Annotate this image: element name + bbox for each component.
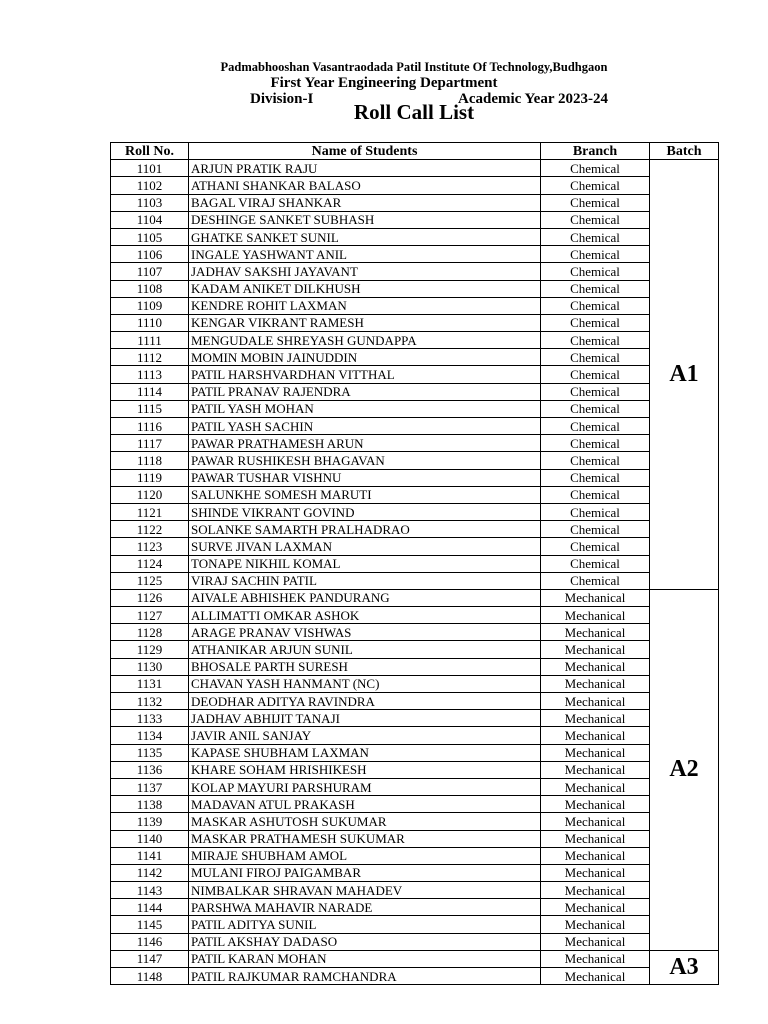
table-row xyxy=(111,469,719,486)
cell-name: INGALE YASHWANT ANIL xyxy=(189,246,541,263)
column-header-batch: Batch xyxy=(650,143,719,160)
cell-roll: 1108 xyxy=(111,280,189,297)
cell-name: PAWAR RUSHIKESH BHAGAVAN xyxy=(189,452,541,469)
cell-roll: 1130 xyxy=(111,658,189,675)
cell-roll: 1138 xyxy=(111,796,189,813)
column-header-name: Name of Students xyxy=(189,143,541,160)
cell-branch: Chemical xyxy=(541,160,650,177)
cell-branch: Mechanical xyxy=(541,589,650,606)
cell-name: PATIL ADITYA SUNIL xyxy=(189,916,541,933)
batch-label: A3 xyxy=(650,950,719,984)
cell-roll: 1105 xyxy=(111,228,189,245)
table-row xyxy=(111,675,719,692)
cell-name: SOLANKE SAMARTH PRALHADRAO xyxy=(189,521,541,538)
table-row xyxy=(111,950,719,967)
cell-name: JADHAV SAKSHI JAYAVANT xyxy=(189,263,541,280)
table-row xyxy=(111,693,719,710)
cell-roll: 1131 xyxy=(111,675,189,692)
cell-roll: 1104 xyxy=(111,211,189,228)
table-row xyxy=(111,160,719,177)
cell-branch: Mechanical xyxy=(541,675,650,692)
cell-name: ATHANIKAR ARJUN SUNIL xyxy=(189,641,541,658)
cell-roll: 1114 xyxy=(111,383,189,400)
cell-roll: 1113 xyxy=(111,366,189,383)
cell-name: MIRAJE SHUBHAM AMOL xyxy=(189,847,541,864)
cell-roll: 1140 xyxy=(111,830,189,847)
table-row xyxy=(111,177,719,194)
cell-name: DESHINGE SANKET SUBHASH xyxy=(189,211,541,228)
cell-branch: Mechanical xyxy=(541,796,650,813)
cell-roll: 1124 xyxy=(111,555,189,572)
cell-branch: Chemical xyxy=(541,555,650,572)
cell-roll: 1123 xyxy=(111,538,189,555)
table-row xyxy=(111,194,719,211)
batch-label: A1 xyxy=(650,160,719,590)
table-row xyxy=(111,280,719,297)
cell-branch: Mechanical xyxy=(541,727,650,744)
academic-year-label: Academic Year 2023-24 xyxy=(458,91,608,107)
table-row xyxy=(111,847,719,864)
table-row xyxy=(111,933,719,950)
table-row xyxy=(111,263,719,280)
cell-branch: Chemical xyxy=(541,246,650,263)
cell-branch: Chemical xyxy=(541,452,650,469)
table-row xyxy=(111,452,719,469)
cell-roll: 1106 xyxy=(111,246,189,263)
cell-name: PATIL YASH SACHIN xyxy=(189,418,541,435)
cell-roll: 1144 xyxy=(111,899,189,916)
cell-roll: 1116 xyxy=(111,418,189,435)
cell-roll: 1101 xyxy=(111,160,189,177)
cell-name: AIVALE ABHISHEK PANDURANG xyxy=(189,589,541,606)
cell-name: KADAM ANIKET DILKHUSH xyxy=(189,280,541,297)
cell-branch: Mechanical xyxy=(541,864,650,881)
cell-name: VIRAJ SACHIN PATIL xyxy=(189,572,541,589)
cell-roll: 1141 xyxy=(111,847,189,864)
table-row xyxy=(111,366,719,383)
cell-branch: Mechanical xyxy=(541,761,650,778)
cell-roll: 1102 xyxy=(111,177,189,194)
table-header-row xyxy=(111,143,719,160)
cell-branch: Chemical xyxy=(541,572,650,589)
cell-roll: 1109 xyxy=(111,297,189,314)
table-row xyxy=(111,211,719,228)
cell-branch: Chemical xyxy=(541,194,650,211)
cell-name: KOLAP MAYURI PARSHURAM xyxy=(189,778,541,795)
cell-name: TONAPE NIKHIL KOMAL xyxy=(189,555,541,572)
table-row xyxy=(111,228,719,245)
cell-name: BAGAL VIRAJ SHANKAR xyxy=(189,194,541,211)
table-row xyxy=(111,813,719,830)
column-header-roll-no: Roll No. xyxy=(111,143,189,160)
table-row xyxy=(111,349,719,366)
cell-branch: Mechanical xyxy=(541,778,650,795)
cell-name: MENGUDALE SHREYASH GUNDAPPA xyxy=(189,332,541,349)
cell-name: PAWAR PRATHAMESH ARUN xyxy=(189,435,541,452)
cell-roll: 1135 xyxy=(111,744,189,761)
cell-name: KENDRE ROHIT LAXMAN xyxy=(189,297,541,314)
cell-branch: Chemical xyxy=(541,503,650,520)
table-row xyxy=(111,555,719,572)
cell-name: NIMBALKAR SHRAVAN MAHADEV xyxy=(189,882,541,899)
cell-name: PATIL RAJKUMAR RAMCHANDRA xyxy=(189,968,541,985)
cell-name: PATIL PRANAV RAJENDRA xyxy=(189,383,541,400)
table-row xyxy=(111,916,719,933)
cell-branch: Chemical xyxy=(541,366,650,383)
batch-label: A2 xyxy=(650,589,719,950)
cell-roll: 1107 xyxy=(111,263,189,280)
cell-roll: 1127 xyxy=(111,607,189,624)
table-row xyxy=(111,521,719,538)
cell-branch: Mechanical xyxy=(541,830,650,847)
cell-roll: 1129 xyxy=(111,641,189,658)
cell-branch: Chemical xyxy=(541,314,650,331)
cell-name: MULANI FIROJ PAIGAMBAR xyxy=(189,864,541,881)
cell-name: KAPASE SHUBHAM LAXMAN xyxy=(189,744,541,761)
cell-roll: 1137 xyxy=(111,778,189,795)
cell-name: PAWAR TUSHAR VISHNU xyxy=(189,469,541,486)
table-row xyxy=(111,503,719,520)
cell-branch: Mechanical xyxy=(541,968,650,985)
cell-roll: 1117 xyxy=(111,435,189,452)
cell-branch: Mechanical xyxy=(541,607,650,624)
cell-branch: Mechanical xyxy=(541,813,650,830)
cell-name: JADHAV ABHIJIT TANAJI xyxy=(189,710,541,727)
cell-branch: Chemical xyxy=(541,228,650,245)
cell-name: KHARE SOHAM HRISHIKESH xyxy=(189,761,541,778)
cell-roll: 1134 xyxy=(111,727,189,744)
cell-branch: Mechanical xyxy=(541,710,650,727)
cell-name: PATIL YASH MOHAN xyxy=(189,400,541,417)
cell-branch: Chemical xyxy=(541,538,650,555)
cell-name: ARAGE PRANAV VISHWAS xyxy=(189,624,541,641)
table-row xyxy=(111,761,719,778)
cell-branch: Mechanical xyxy=(541,693,650,710)
cell-roll: 1121 xyxy=(111,503,189,520)
table-row xyxy=(111,589,719,606)
cell-name: SHINDE VIKRANT GOVIND xyxy=(189,503,541,520)
cell-roll: 1126 xyxy=(111,589,189,606)
cell-roll: 1110 xyxy=(111,314,189,331)
table-row xyxy=(111,899,719,916)
cell-branch: Mechanical xyxy=(541,882,650,899)
cell-branch: Chemical xyxy=(541,486,650,503)
table-row xyxy=(111,383,719,400)
cell-roll: 1147 xyxy=(111,950,189,967)
table-row xyxy=(111,727,719,744)
cell-name: JAVIR ANIL SANJAY xyxy=(189,727,541,744)
cell-name: SALUNKHE SOMESH MARUTI xyxy=(189,486,541,503)
cell-name: ALLIMATTI OMKAR ASHOK xyxy=(189,607,541,624)
table-row xyxy=(111,297,719,314)
department-name: First Year Engineering Department xyxy=(270,75,498,91)
cell-name: MADAVAN ATUL PRAKASH xyxy=(189,796,541,813)
table-row xyxy=(111,710,719,727)
cell-roll: 1143 xyxy=(111,882,189,899)
cell-roll: 1103 xyxy=(111,194,189,211)
table-row xyxy=(111,830,719,847)
cell-branch: Chemical xyxy=(541,435,650,452)
cell-branch: Mechanical xyxy=(541,658,650,675)
cell-roll: 1139 xyxy=(111,813,189,830)
cell-branch: Mechanical xyxy=(541,950,650,967)
table-row xyxy=(111,882,719,899)
cell-roll: 1122 xyxy=(111,521,189,538)
page-title: Roll Call List xyxy=(353,100,475,124)
institute-name: Padmabhooshan Vasantraodada Patil Institute Of Technology,Budhgaon xyxy=(220,60,608,74)
cell-branch: Mechanical xyxy=(541,641,650,658)
cell-roll: 1146 xyxy=(111,933,189,950)
table-row xyxy=(111,538,719,555)
cell-roll: 1120 xyxy=(111,486,189,503)
cell-roll: 1118 xyxy=(111,452,189,469)
roll-call-table xyxy=(110,142,719,985)
cell-name: ARJUN PRATIK RAJU xyxy=(189,160,541,177)
table-body xyxy=(111,160,719,985)
cell-branch: Chemical xyxy=(541,383,650,400)
cell-roll: 1136 xyxy=(111,761,189,778)
cell-name: KENGAR VIKRANT RAMESH xyxy=(189,314,541,331)
cell-name: DEODHAR ADITYA RAVINDRA xyxy=(189,693,541,710)
cell-roll: 1112 xyxy=(111,349,189,366)
table-row xyxy=(111,968,719,985)
column-header-branch: Branch xyxy=(541,143,650,160)
cell-branch: Mechanical xyxy=(541,744,650,761)
cell-branch: Mechanical xyxy=(541,916,650,933)
cell-name: BHOSALE PARTH SURESH xyxy=(189,658,541,675)
cell-name: PATIL HARSHVARDHAN VITTHAL xyxy=(189,366,541,383)
cell-branch: Chemical xyxy=(541,521,650,538)
table-row xyxy=(111,778,719,795)
cell-roll: 1142 xyxy=(111,864,189,881)
cell-roll: 1125 xyxy=(111,572,189,589)
cell-roll: 1128 xyxy=(111,624,189,641)
table-row xyxy=(111,796,719,813)
cell-branch: Mechanical xyxy=(541,933,650,950)
cell-branch: Mechanical xyxy=(541,847,650,864)
cell-name: PARSHWA MAHAVIR NARADE xyxy=(189,899,541,916)
table-row xyxy=(111,641,719,658)
cell-branch: Chemical xyxy=(541,469,650,486)
table-row xyxy=(111,607,719,624)
cell-name: ATHANI SHANKAR BALASO xyxy=(189,177,541,194)
cell-name: PATIL AKSHAY DADASO xyxy=(189,933,541,950)
table-row xyxy=(111,572,719,589)
table-row xyxy=(111,486,719,503)
division-label: Division-I xyxy=(250,91,314,107)
cell-name: SURVE JIVAN LAXMAN xyxy=(189,538,541,555)
cell-branch: Chemical xyxy=(541,332,650,349)
cell-roll: 1148 xyxy=(111,968,189,985)
cell-branch: Chemical xyxy=(541,211,650,228)
table-row xyxy=(111,744,719,761)
cell-branch: Chemical xyxy=(541,297,650,314)
cell-branch: Chemical xyxy=(541,263,650,280)
table-row xyxy=(111,400,719,417)
table-row xyxy=(111,418,719,435)
table-row xyxy=(111,624,719,641)
table-row xyxy=(111,864,719,881)
table-row xyxy=(111,332,719,349)
cell-roll: 1132 xyxy=(111,693,189,710)
cell-roll: 1133 xyxy=(111,710,189,727)
cell-name: GHATKE SANKET SUNIL xyxy=(189,228,541,245)
cell-name: MASKAR ASHUTOSH SUKUMAR xyxy=(189,813,541,830)
cell-roll: 1115 xyxy=(111,400,189,417)
cell-branch: Chemical xyxy=(541,280,650,297)
cell-branch: Mechanical xyxy=(541,624,650,641)
cell-name: PATIL KARAN MOHAN xyxy=(189,950,541,967)
cell-branch: Chemical xyxy=(541,400,650,417)
cell-branch: Chemical xyxy=(541,349,650,366)
cell-roll: 1145 xyxy=(111,916,189,933)
cell-roll: 1111 xyxy=(111,332,189,349)
table-row xyxy=(111,658,719,675)
cell-name: MOMIN MOBIN JAINUDDIN xyxy=(189,349,541,366)
cell-roll: 1119 xyxy=(111,469,189,486)
table-row xyxy=(111,435,719,452)
cell-branch: Chemical xyxy=(541,177,650,194)
cell-branch: Chemical xyxy=(541,418,650,435)
cell-name: MASKAR PRATHAMESH SUKUMAR xyxy=(189,830,541,847)
table-row xyxy=(111,314,719,331)
cell-branch: Mechanical xyxy=(541,899,650,916)
cell-name: CHAVAN YASH HANMANT (NC) xyxy=(189,675,541,692)
table-row xyxy=(111,246,719,263)
